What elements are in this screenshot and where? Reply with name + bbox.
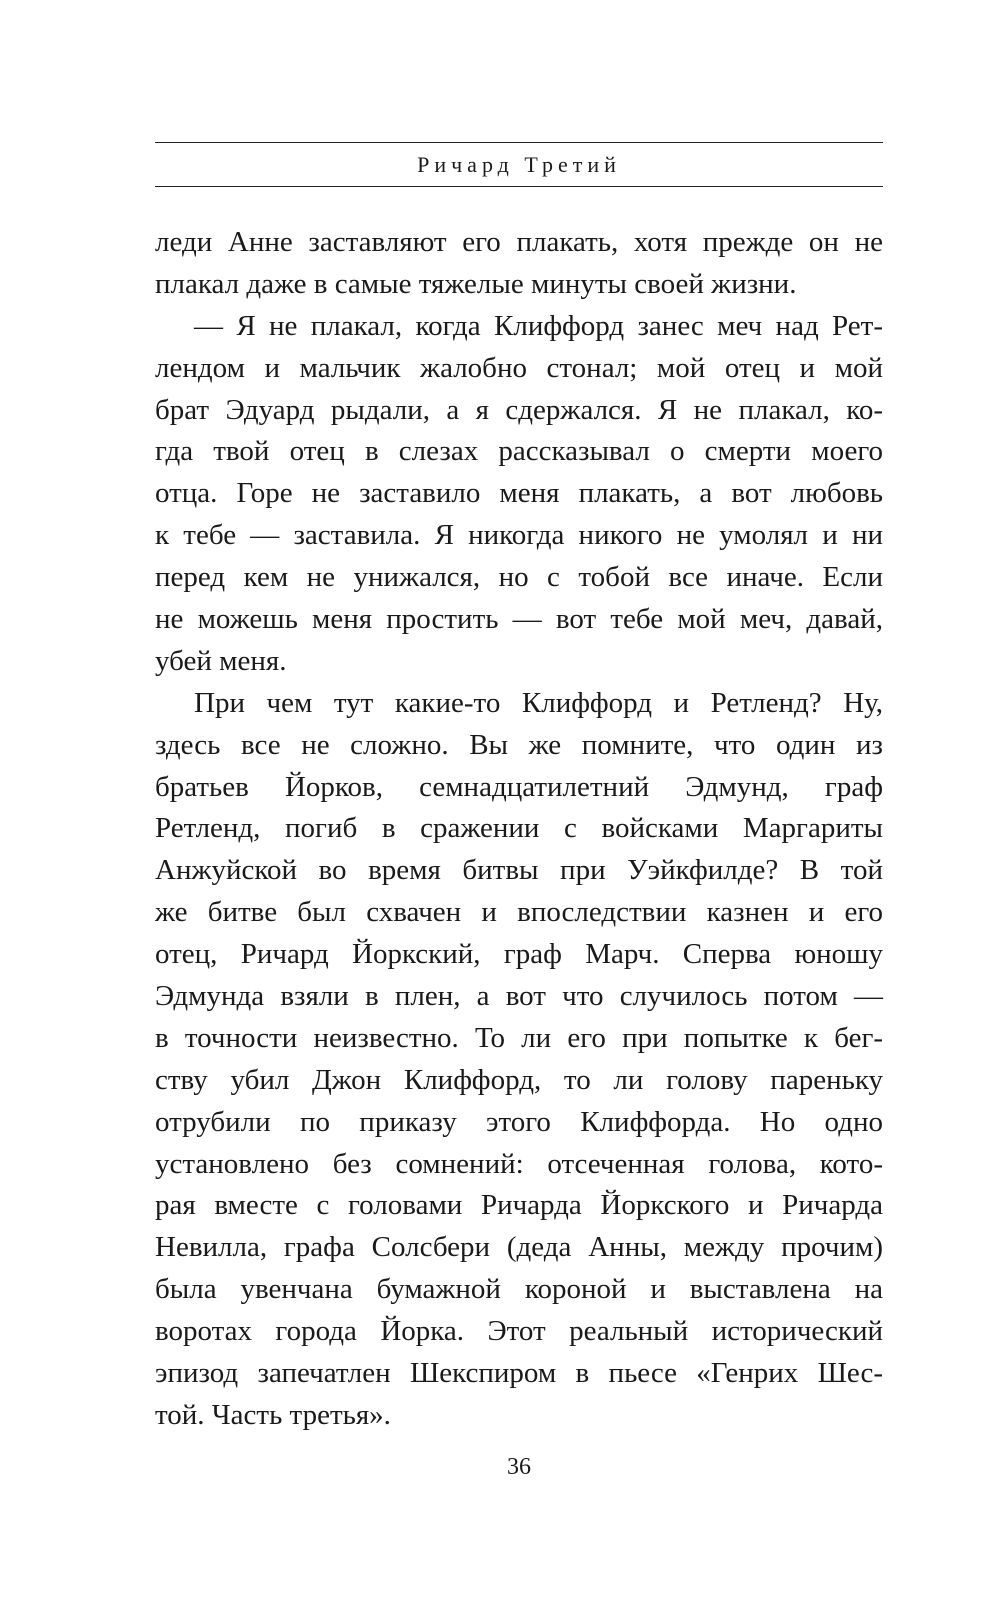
text-line: Невилла, графа Солсбери (деда Анны, между прочим) <box>155 1231 883 1264</box>
text-line: — Я не плакал, когда Клиффорд занес меч над Рет- <box>194 309 883 342</box>
text-line: убей меня. <box>155 644 287 677</box>
text-line: установлено без сомнений: отсеченная голова, кото- <box>155 1147 883 1180</box>
text-line: Эдмунда взяли в плен, а вот что случилось потом — <box>155 980 883 1013</box>
text-line: отрубили по приказу этого Клиффорда. Но одно <box>155 1105 883 1138</box>
text-line: лендом и мальчик жалобно стонал; мой отец и мой <box>155 351 883 384</box>
text-line: При чем тут какие-то Клиффорд и Ретленд? Ну, <box>194 686 883 719</box>
header-rule-bottom <box>155 186 883 187</box>
text-line: перед кем не унижался, но с тобой все иначе. Если <box>155 561 883 594</box>
text-line: братьев Йорков, семнадцатилетний Эдмунд, граф <box>155 770 883 803</box>
text-line: здесь все не сложно. Вы же помните, что один из <box>155 728 883 761</box>
text-line: леди Анне заставляют его плакать, хотя прежде он не <box>155 226 883 258</box>
text-line: же битве был схвачен и впоследствии казнен и его <box>155 896 883 929</box>
text-line: в точности неизвестно. То ли его при попытке к бег- <box>155 1021 883 1054</box>
text-line: брат Эдуард рыдали, а я сдержался. Я не плакал, ко- <box>155 393 883 426</box>
text-line: Анжуйской во время битвы при Уэйкфилде? В той <box>155 854 883 887</box>
page-number: 36 <box>507 1454 531 1480</box>
text-line: отца. Горе не заставило меня плакать, а вот любовь <box>155 477 883 510</box>
running-head: Ричард Третий <box>417 152 621 177</box>
text-line: воротах города Йорка. Этот реальный исторический <box>155 1315 883 1348</box>
text-line: отец, Ричард Йоркский, граф Марч. Сперва юношу <box>155 938 883 971</box>
text-line: той. Часть третья». <box>155 1398 391 1431</box>
text-line: ству убил Джон Клиффорд, то ли голову пареньку <box>155 1063 883 1096</box>
text-line: рая вместе с головами Ричарда Йоркского и Ричарда <box>155 1189 883 1222</box>
text-line: плакал даже в самые тяжелые минуты своей жизни. <box>155 267 797 300</box>
text-line: была увенчана бумажной короной и выставлена на <box>155 1273 883 1306</box>
text-line: гда твой отец в слезах рассказывал о смерти моего <box>155 435 883 468</box>
text-line: эпизод запечатлен Шекспиром в пьесе «Генрих Шес- <box>155 1357 883 1390</box>
text-line: Ретленд, погиб в сражении с войсками Маргариты <box>155 812 883 845</box>
text-line: к тебе — заставила. Я никогда никого не умолял и ни <box>155 519 883 552</box>
header-rule-top <box>155 142 883 143</box>
text-line: не можешь меня простить — вот тебе мой меч, давай, <box>155 603 883 636</box>
body-text <box>155 222 883 1437</box>
